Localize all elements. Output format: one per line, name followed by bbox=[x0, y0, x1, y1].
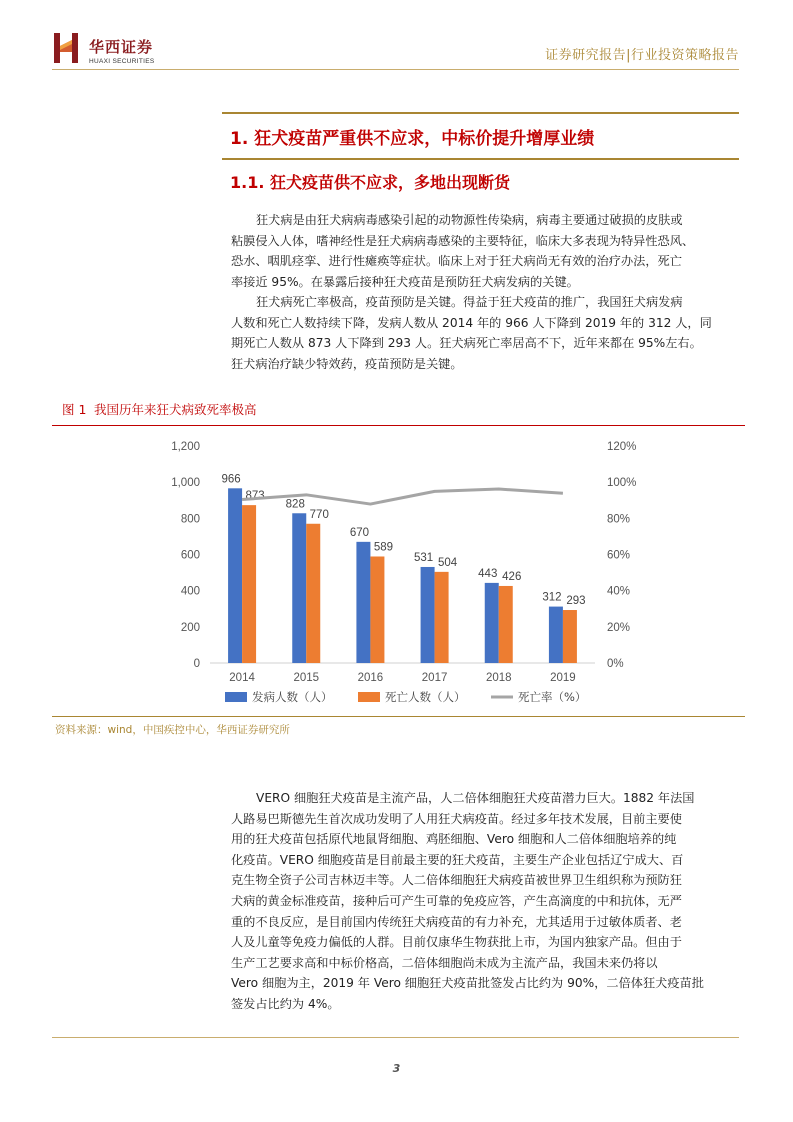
paragraph-line: 狂犬病死亡率极高，疫苗预防是关键。得益于狂犬疫苗的推广，我国狂犬病发病 bbox=[256, 295, 683, 309]
right-axis-tick-label: 40% bbox=[607, 585, 631, 598]
bar-cases bbox=[228, 488, 242, 663]
paragraph-line: 人数和死亡人数持续下降，发病人数从 2014 年的 966 人下降到 2019 年的 312 人，同 bbox=[231, 315, 712, 330]
paragraph-line: 重的不良反应，是目前国内传统狂犬病疫苗的有力补充，尤其适用于过敏体质者、老 bbox=[231, 914, 682, 929]
bar-cases bbox=[356, 542, 370, 663]
paragraph-line: 生产工艺要求高和中标价格高，二倍体细胞尚未成为主流产品，我国未来仍将以 bbox=[231, 955, 658, 970]
right-axis-tick-label: 100% bbox=[607, 477, 637, 490]
bar-deaths bbox=[499, 586, 513, 663]
left-axis-tick-label: 400 bbox=[180, 585, 200, 598]
bar-data-label: 443 bbox=[478, 567, 498, 580]
paragraph-line: 化疫苗。VERO 细胞疫苗是目前最主要的狂犬疫苗，主要生产企业包括辽宁成大、百 bbox=[231, 852, 684, 867]
huaxi-logo-icon bbox=[52, 30, 82, 66]
bar-deaths bbox=[242, 505, 256, 663]
section-title-1-1: 1.1. 狂犬疫苗供不应求，多地出现断货 bbox=[230, 173, 510, 192]
legend-label: 发病人数（人） bbox=[252, 690, 333, 704]
legend-swatch bbox=[225, 692, 247, 702]
report-type-label: 证券研究报告|行业投资策略报告 bbox=[545, 48, 739, 63]
bar-data-label: 828 bbox=[285, 498, 305, 511]
paragraph-line: 签发占比约为 4%。 bbox=[231, 996, 340, 1011]
bar-deaths bbox=[435, 572, 449, 663]
bar-cases bbox=[421, 567, 435, 663]
paragraph-line: 人及儿童等免疫力偏低的人群。目前仅康华生物获批上市，为国内独家产品。但由于 bbox=[231, 935, 682, 950]
bar-data-label: 589 bbox=[373, 541, 394, 554]
right-axis-tick-label: 120% bbox=[607, 441, 637, 453]
paragraph-line: 率接近 95%。在暴露后接种狂犬疫苗是预防狂犬病发病的关键。 bbox=[231, 274, 579, 289]
figure-source: 资料来源：wind，中国疾控中心，华西证券研究所 bbox=[55, 724, 290, 736]
bar-data-label: 426 bbox=[502, 570, 522, 583]
bar-deaths bbox=[370, 556, 384, 663]
figure-label: 图 1 bbox=[62, 402, 87, 417]
left-axis-tick-label: 1,000 bbox=[171, 477, 200, 490]
bar-data-label: 873 bbox=[245, 490, 265, 503]
footer-divider bbox=[52, 1037, 739, 1038]
left-axis-tick-label: 600 bbox=[180, 549, 200, 562]
bar-data-label: 966 bbox=[221, 473, 241, 486]
paragraph-line: 狂犬病是由狂犬病病毒感染引起的动物源性传染病，病毒主要通过破损的皮肤或 bbox=[256, 213, 683, 227]
paragraph-mortality bbox=[231, 292, 741, 374]
section-heading-1-1 bbox=[222, 170, 739, 193]
bar-deaths bbox=[563, 610, 577, 663]
header-divider bbox=[52, 69, 739, 70]
paragraph-rabies-intro bbox=[231, 210, 741, 292]
right-axis-tick-label: 20% bbox=[607, 621, 631, 634]
bar-data-label: 531 bbox=[413, 551, 434, 564]
bar-data-label: 293 bbox=[566, 595, 586, 608]
bar-data-label: 770 bbox=[309, 508, 329, 521]
paragraph-line: Vero 细胞为主，2019 年 Vero 细胞狂犬疫苗批签发占比约为 90%，二倍体狂犬疫苗批 bbox=[231, 976, 704, 991]
logo-english-name: HUAXI SECURITIES bbox=[89, 58, 155, 65]
right-axis-tick-label: 80% bbox=[607, 513, 631, 526]
figure-title: 我国历年来狂犬病致死率极高 bbox=[94, 402, 257, 417]
left-axis-tick-label: 200 bbox=[180, 621, 200, 634]
paragraph-line: 犬病的黄金标准疫苗，接种后可产生可靠的免疫应答，产生高滴度的中和抗体，无严 bbox=[231, 893, 682, 908]
rabies-chart bbox=[130, 432, 650, 712]
bar-deaths bbox=[306, 524, 320, 663]
bar-cases bbox=[292, 513, 306, 663]
paragraph-line: 期死亡人数从 873 人下降到 293 人。狂犬病死亡率居高不下，近年来都在 95%左右。 bbox=[231, 336, 702, 351]
left-axis-tick-label: 1,200 bbox=[171, 441, 200, 453]
right-axis-tick-label: 60% bbox=[607, 549, 631, 562]
x-axis-tick-label: 2019 bbox=[550, 672, 576, 684]
x-axis-tick-label: 2017 bbox=[421, 672, 448, 684]
paragraph-line: 人路易巴斯德先生首次成功发明了人用狂犬病疫苗。经过多年技术发展，目前主要使 bbox=[231, 811, 682, 826]
left-axis-tick-label: 0 bbox=[193, 658, 200, 670]
paragraph-line: 粘膜侵入人体，嗜神经性是狂犬病病毒感染的主要特征，临床大多表现为特异性恐风、 bbox=[231, 233, 695, 248]
legend-swatch bbox=[358, 692, 380, 702]
page-number: 3 bbox=[392, 1062, 401, 1075]
paragraph-line: 狂犬病治疗缺少特效药，疫苗预防是关键。 bbox=[231, 356, 463, 371]
bar-cases bbox=[485, 583, 499, 663]
heading-top-rule bbox=[222, 112, 739, 114]
legend-label: 死亡率（%） bbox=[518, 690, 587, 704]
section-title-1: 1. 狂犬疫苗严重供不应求，中标价提升增厚业绩 bbox=[230, 129, 595, 149]
paragraph-vero-vaccine bbox=[231, 788, 741, 1015]
x-axis-tick-label: 2015 bbox=[293, 672, 320, 684]
paragraph-line: 用的狂犬疫苗包括原代地鼠肾细胞、鸡胚细胞、Vero 细胞和人二倍体细胞培养的纯 bbox=[231, 832, 677, 847]
page-header bbox=[0, 0, 793, 80]
right-axis-tick-label: 0% bbox=[607, 658, 624, 670]
legend-label: 死亡人数（人） bbox=[385, 690, 466, 704]
section-heading-1 bbox=[222, 112, 739, 160]
figure-top-rule bbox=[52, 425, 745, 426]
left-axis-tick-label: 800 bbox=[180, 513, 200, 526]
x-axis-tick-label: 2018 bbox=[485, 672, 512, 684]
bar-data-label: 504 bbox=[437, 556, 458, 569]
paragraph-line: VERO 细胞狂犬疫苗是主流产品，人二倍体细胞狂犬疫苗潜力巨大。1882 年法国 bbox=[256, 791, 695, 805]
x-axis-tick-label: 2016 bbox=[357, 672, 384, 684]
x-axis-tick-label: 2014 bbox=[229, 672, 255, 684]
figure-bottom-rule bbox=[52, 716, 745, 717]
bar-data-label: 670 bbox=[349, 526, 370, 539]
paragraph-line: 恐水、咽肌痉挛、进行性瘫痪等症状。临床上对于狂犬病尚无有效的治疗办法，死亡 bbox=[231, 254, 682, 269]
paragraph-line: 克生物全资子公司吉林迈丰等。人二倍体细胞狂犬病疫苗被世界卫生组织称为预防狂 bbox=[231, 873, 682, 888]
heading-bottom-rule bbox=[222, 158, 739, 160]
bar-cases bbox=[549, 607, 563, 663]
logo-chinese-name: 华西证券 bbox=[89, 38, 154, 56]
bar-data-label: 312 bbox=[542, 591, 562, 604]
